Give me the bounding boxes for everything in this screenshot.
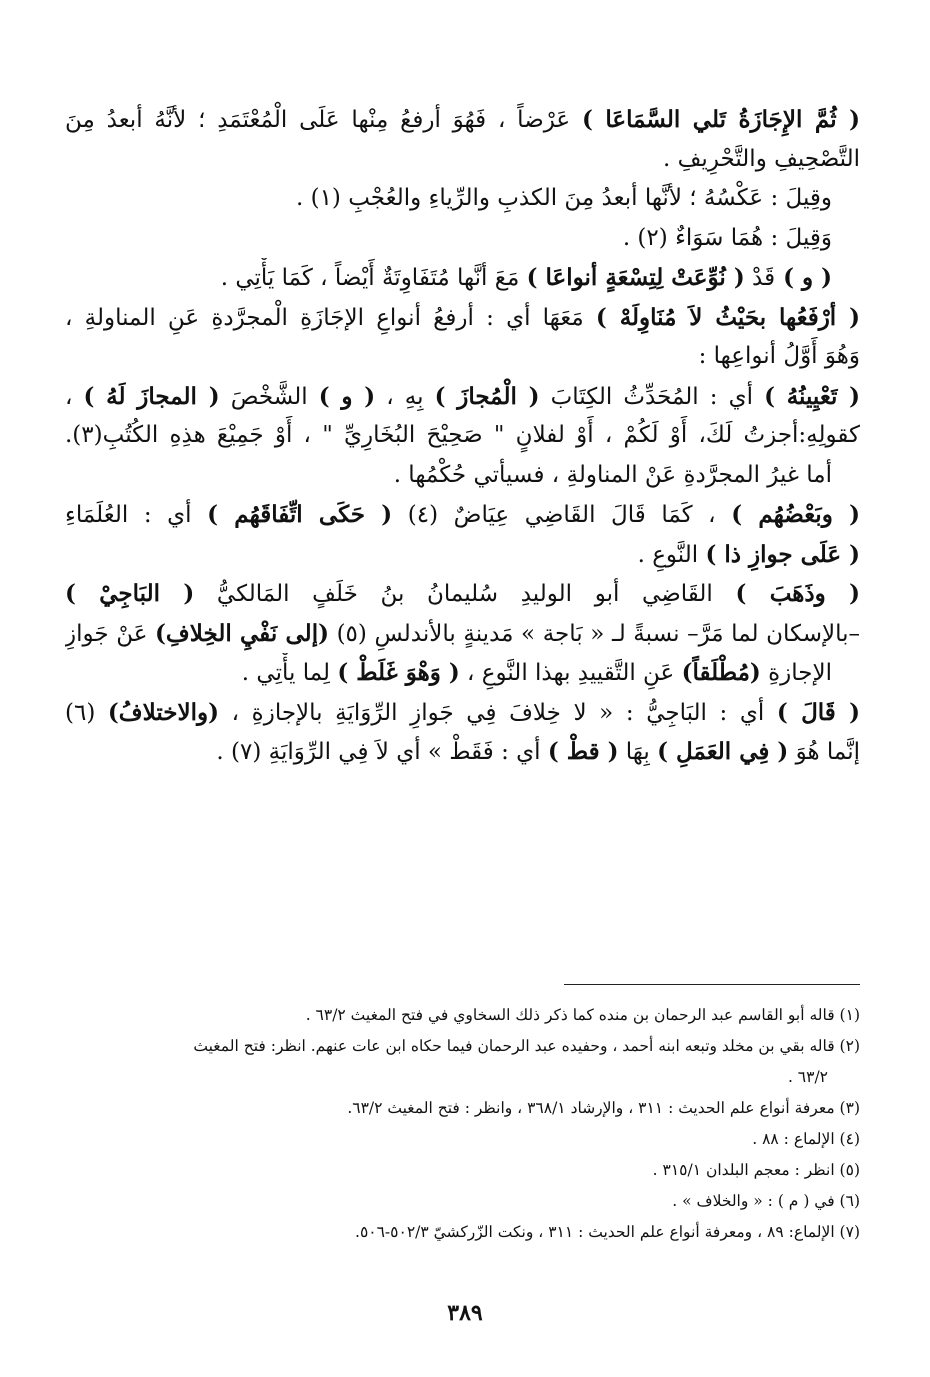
- matn-verse: ( و ): [318, 382, 376, 410]
- text-line: [65, 614, 860, 654]
- matn-verse: (إلى نَفْيِ الخِلافِ): [155, 619, 329, 647]
- commentary-text: إنَّما هُوَ: [788, 739, 860, 765]
- commentary-text: مَعَهَا أي : أرفعُ أنواعِ الإجَازَةِ الْمجرَّدةِ عَنِ المناولةِ ،: [65, 304, 596, 331]
- matn-verse: ( تَعْيِينُهُ ): [764, 382, 860, 410]
- commentary-text: أي : البَاجِيُّ : « لا خِلافَ فِي جَوازِ الرِّوَايَةِ بالإجازةِ ،: [219, 699, 777, 726]
- commentary-text: وَهُوَ أَوَّلُ أنواعِها :: [698, 343, 860, 369]
- commentary-text: النَّوعِ .: [637, 541, 706, 568]
- page-number: ٣٨٩: [447, 1300, 483, 1326]
- text-line: [65, 495, 860, 535]
- text-line: [65, 298, 860, 338]
- text-line: [65, 337, 860, 377]
- matn-verse: (مُطْلَقاً): [681, 659, 761, 686]
- commentary-text: ، كَمَا قَالَ القَاضِي عِيَاضٌ (٤): [392, 502, 732, 528]
- footnote: (٢) قاله بقي بن مخلد وتبعه ابنه أحمد ، وحفيده عبد الرحمان فيما حكاه ابن عات عنهم. انظر: فتح المغيث: [193, 1037, 860, 1055]
- commentary-text: أما غيرُ المجرَّدةِ عَنْ المناولةِ ، فسيأتي حُكْمُها .: [393, 461, 832, 488]
- commentary-text: مَعَ أنَّها مُتَفَاوِتَةٌ أَيْضاً ، كَمَا يَأْتِي .: [220, 265, 527, 291]
- matn-verse: ( و ): [775, 264, 832, 291]
- text-line: [65, 377, 860, 417]
- text-line: [65, 535, 860, 575]
- matn-verse: ( حَكَى اتِّفَاقَهُم ): [207, 501, 393, 528]
- footnote: (١) قاله أبو القاسم عبد الرحمان بن منده كما ذكر ذلك السخاوي في فتح المغيث ٦٣/٢ .: [305, 1006, 860, 1024]
- matn-verse: ( البَاجِيْ ): [65, 580, 195, 607]
- commentary-text: وَقِيلَ : هُمَا سَوَاءٌ (٢) .: [622, 224, 832, 251]
- commentary-text: عَنِ التَّقييدِ بهذا النَّوعِ ،: [459, 660, 682, 686]
- matn-verse: ( ثُمَّ الإِجَازَةُ تَلي السَّمَاعَا ): [581, 106, 860, 133]
- commentary-text: لِما يأْتِي .: [241, 660, 338, 686]
- text-line: [65, 100, 860, 140]
- commentary-text: عَنْ جَوازِ: [65, 620, 156, 647]
- footnotes: [65, 1000, 860, 1248]
- matn-verse: ( فِي العَمَلِ ): [657, 738, 789, 765]
- text-line: [65, 653, 860, 693]
- matn-verse: ( أرْفَعُها بحَيْثُ لاَ مُنَاوِلَهْ ): [595, 303, 860, 331]
- text-line: [65, 416, 860, 456]
- commentary-text: التَّصْحِيفِ والتَّحْرِيفِ .: [662, 145, 860, 172]
- commentary-text: الإجازةِ: [760, 660, 832, 686]
- text-line: [65, 456, 860, 496]
- commentary-text: بِهِ ،: [375, 383, 435, 410]
- commentary-text: أي : المُحَدِّثُ الكِتَابَ: [539, 383, 765, 410]
- footnote: (٤) الإلماع : ٨٨ .: [752, 1130, 860, 1148]
- commentary-text: –بالإسكان لما مَرَّ– نسبةً لـ « بَاجة » مَدينةٍ بالأندلسِ (٥): [328, 620, 860, 647]
- commentary-text: عَرْضاً ، فَهُوَ أرفعُ مِنْها عَلَى الْمُعْتَمَدِ ؛ لأنَّهُ أبعدُ مِنَ: [65, 107, 582, 133]
- footnote: ٦٣/٢ .: [787, 1068, 828, 1086]
- text-line: [65, 179, 860, 219]
- commentary-text: أي : العُلَمَاءِ: [65, 502, 208, 528]
- commentary-text: بِهَا: [618, 739, 658, 765]
- matn-verse: ( الْمُجازَ ): [434, 382, 540, 410]
- matn-verse: ( قَالَ ): [776, 698, 860, 726]
- matn-verse: ( وذَهَبَ ): [735, 580, 860, 607]
- text-line: [65, 574, 860, 614]
- text-line: [65, 693, 860, 733]
- main-text: [65, 100, 860, 772]
- matn-verse: ( وَهْوَ غَلَطْ ): [337, 659, 460, 686]
- matn-verse: ( عَلَى جوازِ ذا ): [705, 540, 860, 568]
- commentary-text: ،: [65, 383, 84, 410]
- commentary-text: أي : فَقَطْ » أي لاَ فِي الرِّوَايَةِ (٧) .: [216, 739, 548, 765]
- commentary-text: (٦): [65, 699, 108, 726]
- matn-verse: ( المجازَ لَهُ ): [83, 382, 220, 410]
- text-line: [65, 732, 860, 772]
- footnote: (٧) الإلماع: ٨٩ ، ومعرفة أنواع علم الحديث : ٣١١ ، ونكت الزّركشيّ ٥٠٢/٣-٥٠٦.: [355, 1223, 860, 1241]
- matn-verse: ( قطْ ): [547, 738, 619, 765]
- commentary-text: القَاضِي أبو الوليدِ سُليمانُ بنُ خَلَفٍ المَالكيُّ: [194, 581, 736, 607]
- text-line: [65, 219, 860, 259]
- commentary-text: قَدْ: [744, 265, 776, 291]
- commentary-text: وقِيلَ : عَكْسُهُ ؛ لأنَّها أبعدُ مِنَ الكذبِ والرِّياءِ والعُجْبِ (١) .: [295, 185, 832, 211]
- footnote: (٣) معرفة أنواع علم الحديث : ٣١١ ، والإرشاد ٣٦٨/١ ، وانظر : فتح المغيث ٦٣/٢.: [347, 1099, 860, 1117]
- footnote: (٦) في ( م ) : « والخلاف » .: [672, 1192, 860, 1210]
- matn-verse: ( وبَعْضُهُم ): [731, 501, 860, 528]
- footnote: (٥) انظر : معجم البلدان ٣١٥/١ .: [652, 1161, 860, 1179]
- text-line: [65, 140, 860, 180]
- text-line: [65, 258, 860, 298]
- matn-verse: (والاختلافُ): [107, 698, 220, 726]
- commentary-text: الشَّخْصَ: [219, 383, 319, 410]
- footnote-separator: [564, 984, 860, 985]
- commentary-text: كقولِهِ:أجزتُ لَكَ، أَوْ لَكُمْ ، أَوْ لفلانٍ " صَحِيْحَ البُخَارِيِّ " ، أَوْ جَمِيْعَ هذِهِ الكُتُبِ(٣).: [65, 422, 860, 448]
- matn-verse: ( نُوِّعَتْ لِتِسْعَةٍ أنواعَا ): [526, 264, 745, 291]
